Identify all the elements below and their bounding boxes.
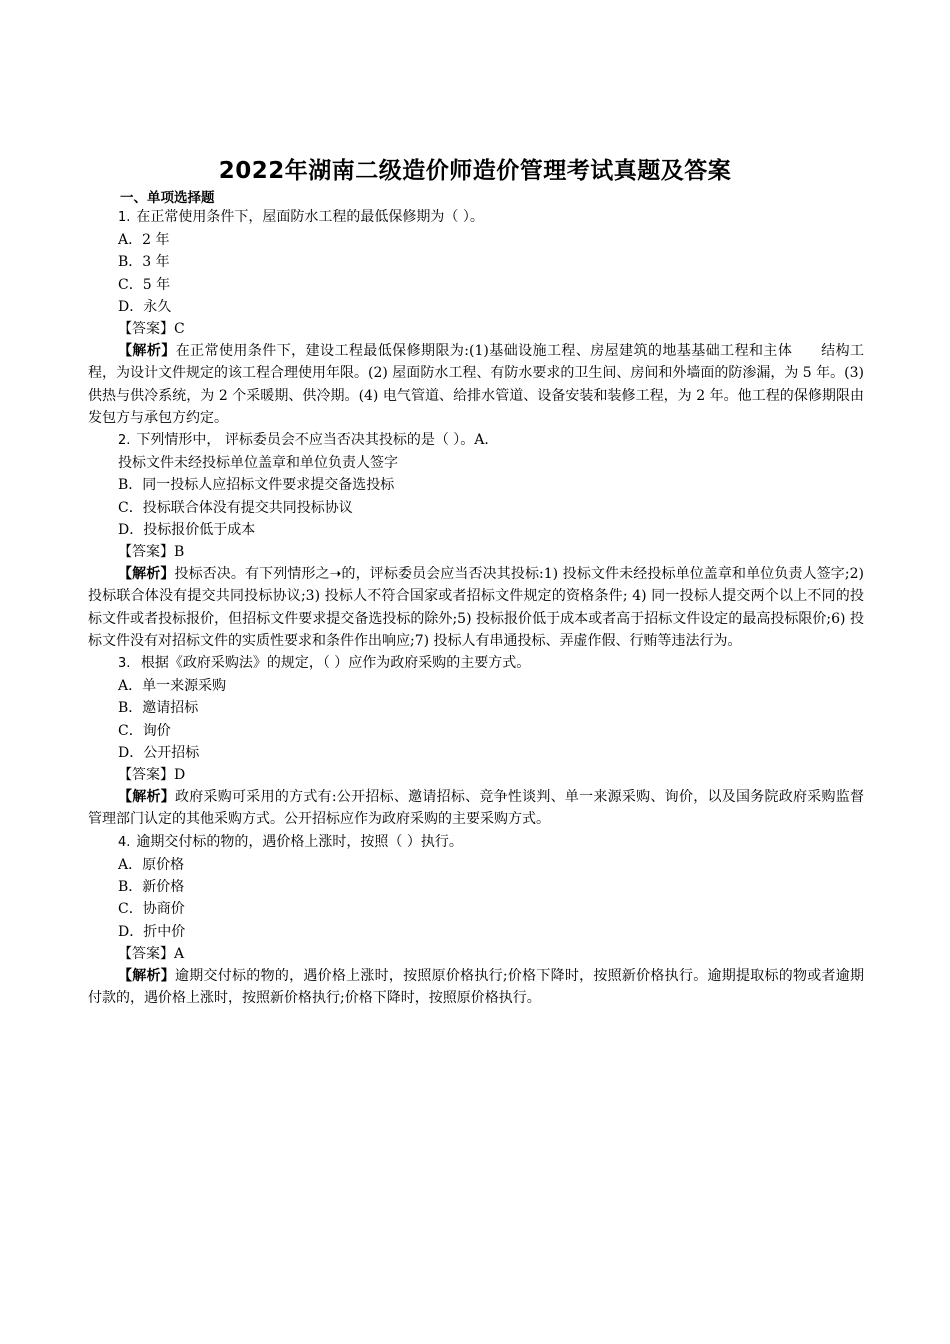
option-a: A．原价格	[118, 856, 185, 873]
analysis	[88, 563, 864, 652]
option-c: C．投标联合体没有提交共同投标协议	[118, 499, 353, 516]
answer: 【答案】C	[118, 321, 185, 338]
analysis	[88, 786, 864, 830]
answer: 【答案】B	[118, 544, 185, 561]
page-title: 2022年湖南二级造价师造价管理考试真题及答案	[218, 158, 732, 184]
option-a: A．2 年	[118, 232, 170, 249]
option-b: B．邀请招标	[118, 700, 199, 717]
answer: 【答案】A	[118, 945, 185, 962]
analysis-text: 逾期交付标的物的，遇价格上涨时，按照原价格执行;价格下降时，按照新价格执行。逾期提取标的物或者逾期付款的，遇价格上涨时，按照新价格执行;价格下降时，按照原价格执行。	[88, 967, 865, 1007]
option-d: D．折中价	[118, 923, 186, 940]
question-number: 3.	[118, 656, 131, 672]
section-heading: 一、单项选择题	[120, 190, 215, 206]
question-4-stem	[88, 831, 864, 854]
question-3-stem	[88, 652, 864, 675]
option-b: B．同一投标人应招标文件要求提交备选投标	[118, 477, 395, 494]
analysis	[88, 340, 864, 429]
option-c: C．5 年	[118, 276, 171, 293]
answer: 【答案】D	[118, 767, 186, 784]
question-number: 4.	[118, 834, 131, 850]
analysis	[88, 965, 864, 1009]
document-body	[88, 206, 864, 1009]
option-d: D．公开招标	[118, 744, 200, 761]
question-text: 下列情形中， 评标委员会不应当否决其投标的是（ ）。A．	[136, 432, 499, 449]
question-number: 1.	[118, 210, 131, 225]
option-b: B．新价格	[118, 879, 185, 896]
analysis-text: 在正常使用条件下，建设工程最低保修期限为:(1)基础设施工程、房屋建筑的地基基础工程和主体 结构工程，为设计文件规定的该工程合理使用年限。(2) 屋面防水工程、有防水要求的卫生间、房间和外墙面的防渗漏，为 5 年。(3) 供热与供冷系统，为 2 个采暖期、供冷期。(4) 电气管道、给排水管道、设备安装和装修工程，为 2 年。他工程的保修期限由发包方与承包方约定。	[88, 343, 865, 426]
option-b: B．3 年	[118, 254, 170, 271]
question-text: 在正常使用条件下，屋面防水工程的最低保修期为（ ）。	[136, 209, 484, 225]
question-number: 2.	[118, 433, 131, 449]
analysis-text: 政府采购可采用的方式有:公开招标、邀请招标、竞争性谈判、单一来源采购、询价，以及国务院政府采购监督管理部门认定的其他采购方式。公开招标应作为政府采购的主要采购方式。	[88, 789, 865, 828]
question-text: 根据《政府采购法》的规定，（ ）应作为政府采购的主要方式。	[136, 655, 531, 672]
option-d: D．投标报价低于成本	[118, 521, 256, 538]
question-text: 逾期交付标的物的，遇价格上涨时，按照（ ）执行。	[136, 833, 463, 850]
option-d: D．永久	[118, 298, 172, 315]
question-2-stem	[88, 429, 864, 452]
analysis-label: 【解析】	[118, 967, 176, 984]
analysis-label: 【解析】	[118, 566, 175, 583]
option-c: C．询价	[118, 722, 171, 739]
option-a: A．单一来源采购	[118, 678, 227, 695]
question-1-stem	[88, 206, 864, 229]
analysis-label: 【解析】	[118, 343, 176, 360]
option-a: 投标文件未经投标单位盖章和单位负责人签字	[118, 455, 398, 472]
analysis-text: 投标否决。有下列情形之➝的，评标委员会应当否决其投标:1) 投标文件未经投标单位盖章和单位负责人签字;2) 投标联合体没有提交共同投标协议;3) 投标人不符合国家或者招标文件规定的资格条件; 4) 同一投标人提交两个以上不同的投标文件或者投标报价，但招标文件要求提交备选投标的除外;5) 投标报价低于成本或者高于招标文件设定的最高投标限价;6) 投标文件没有对招标文件的实质性要求和条件作出响应;7) 投标人有串通投标、弄虚作假、行贿等违法行为。	[88, 566, 865, 649]
option-c: C．协商价	[118, 901, 185, 918]
analysis-label: 【解析】	[118, 789, 176, 806]
